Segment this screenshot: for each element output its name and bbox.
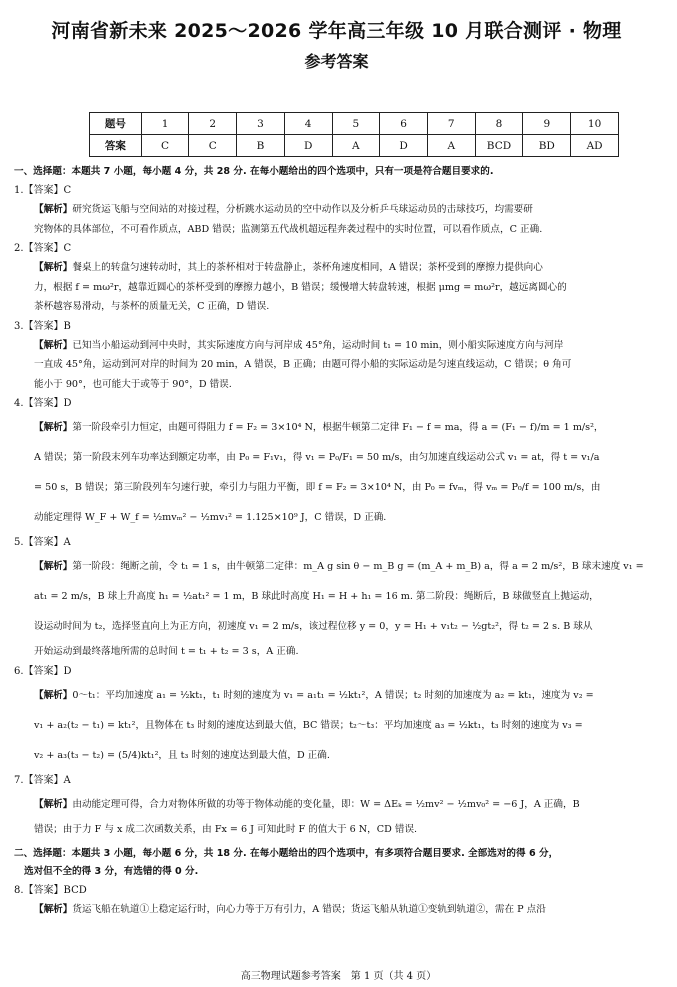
answer-cell: D (284, 135, 332, 157)
explanation-tag: 【解析】 (34, 798, 73, 810)
question-number-cell: 2 (189, 113, 237, 135)
explanation-line: v₂ + a₃(t₃ − t₂) = (5/4)kt₁²，且 t₃ 时刻的速度达到最大值，D 正确. (34, 749, 330, 761)
explanation-line: 设运动时间为 t₂，选择竖直向上为正方向，初速度 v₁ = 2 m/s，该过程位移 y = 0，y = H₁ + v₁t₂ − ½gt₂²，得 t₂ = 2 s. B 球从 (34, 621, 593, 632)
explanation-line: 货运飞船在轨道①上稳定运行时，向心力等于万有引力，A 错误；货运飞船从轨道①变轨到轨道②，需在 P 点沿 (72, 904, 546, 915)
question-number-cell: 7 (427, 113, 475, 135)
section-2-heading: 二、选择题：本题共 3 小题，每小题 6 分，共 18 分. 在每小题给出的四个选项中，有多项符合题目要求. 全部选对的得 6 分， (14, 848, 559, 859)
question-number-cell: 3 (237, 113, 285, 135)
q8-explanation (14, 900, 659, 920)
answer-cell: BCD (475, 135, 523, 157)
question-number-cell: 9 (523, 113, 571, 135)
answer-table-header-answer: 答案 (90, 135, 142, 157)
q5-explanation (14, 552, 659, 662)
explanation-line: v₁ + a₂(t₂ − t₁) = kt₁²，且物体在 t₃ 时刻的速度达到最大值，BC 错误；t₂～t₃：平均加速度 a₃ = ½kt₁，t₃ 时刻的速度为 v₃ = (34, 719, 583, 731)
explanation-line: 错误；由于力 F 与 x 成二次函数关系，由 Fx = 6 J 可知此时 F 的值大于 6 N，CD 错误. (34, 823, 418, 835)
answer-cell: BD (523, 135, 571, 157)
question-number-cell: 4 (284, 113, 332, 135)
explanation-line: 研究货运飞船与空间站的对接过程，分析跳水运动员的空中动作以及分析乒乓球运动员的击球技巧，均需要研 (72, 204, 533, 215)
explanation-line: 由动能定理可得，合力对物体所做的功等于物体动能的变化量，即：W = ΔEₖ = ½mv² − ½mv₀² = −6 J，A 正确，B (72, 798, 580, 810)
question-number-cell: 5 (332, 113, 380, 135)
answer-cell: D (380, 135, 428, 157)
explanation-tag: 【解析】 (34, 904, 73, 915)
page-footer: 高三物理试题参考答案 第 1 页（共 4 页） (240, 971, 437, 982)
q1-answer-label: 1.【答案】C (14, 185, 72, 196)
question-number-cell: 6 (380, 113, 428, 135)
q7-answer-label: 7.【答案】A (14, 774, 71, 786)
explanation-line: = 50 s，B 错误；第三阶段列车匀速行驶，牵引力与阻力平衡，即 f = F₂ = 3×10⁴ N，由 P₀ = fvₘ，得 vₘ = P₀/f = 100 m/s，由 (34, 482, 601, 493)
explanation-tag: 【解析】 (34, 204, 73, 215)
q1-explanation (14, 200, 659, 239)
explanation-line: 究物体的具体部位，不可看作质点，ABD 错误；监测第五代战机超远程奔袭过程中的实时位置，可以看作质点，C 正确. (34, 223, 543, 235)
answer-table-number-row (90, 113, 619, 135)
q4-answer-label: 4.【答案】D (14, 398, 72, 409)
q2-explanation (14, 258, 659, 317)
section-1-heading: 一、选择题：本题共 7 小题，每小题 4 分，共 28 分. 在每小题给出的四个选项中，只有一项是符合题目要求的. (14, 166, 494, 177)
explanation-line: at₁ = 2 m/s，B 球上升高度 h₁ = ½at₁² = 1 m，B 球此时高度 H₁ = H + h₁ = 16 m. 第二阶段：绳断后，B 球做竖直上抛运动， (34, 591, 599, 602)
explanation-line: 0～t₁：平均加速度 a₁ = ½kt₁，t₁ 时刻的速度为 v₁ = a₁t₁ = ½kt₁²，A 错误；t₂ 时刻的加速度为 a₂ = kt₁，速度为 v₂ = (72, 689, 594, 701)
answer-table-header-number: 题号 (90, 113, 142, 135)
explanation-tag: 【解析】 (34, 422, 73, 433)
explanation-line: 动能定理得 W_F + W_f = ½mvₘ² − ½mv₁² = 1.125×10⁹ J，C 错误，D 正确. (34, 512, 387, 523)
explanation-line: 茶杯越容易滑动，与茶杯的质量无关，C 正确，D 错误. (34, 301, 270, 312)
explanation-line: 第一阶段牵引力恒定，由题可得阻力 f = F₂ = 3×10⁴ N，根据牛顿第二定律 F₁ − f = ma，得 a = (F₁ − f)/m = 1 m/s²， (72, 422, 604, 433)
answer-cell: A (332, 135, 380, 157)
q2-answer-label: 2.【答案】C (14, 243, 72, 254)
question-number-cell: 10 (571, 113, 619, 135)
answer-table (89, 112, 619, 157)
page-subtitle: 参考答案 (304, 52, 369, 71)
answer-cell: C (189, 135, 237, 157)
explanation-tag: 【解析】 (34, 689, 73, 701)
explanation-line: 餐桌上的转盘匀速转动时，其上的茶杯相对于转盘静止，茶杯角速度相同，A 错误；茶杯受到的摩擦力提供向心 (72, 262, 543, 273)
q7-explanation (14, 790, 659, 840)
explanation-line: 第一阶段：绳断之前，令 t₁ = 1 s，由牛顿第二定律：m_A g sin θ − m_B g = (m_A + m_B) a，得 a = 2 m/s²，B 球末速度 v₁ = (72, 561, 644, 572)
explanation-line: 力，根据 f = mω²r，越靠近圆心的茶杯受到的摩擦力越小，B 错误；缓慢增大转盘转速，根据 μmg = mω²r，越远离圆心的 (34, 281, 567, 293)
section-2-heading-continued: 选对但不全的得 3 分，有选错的得 0 分. (24, 866, 199, 877)
q8-answer-label: 8.【答案】BCD (14, 885, 87, 896)
explanation-line: 能小于 90°，也可能大于或等于 90°，D 错误. (34, 378, 232, 390)
q3-explanation (14, 336, 659, 395)
explanation-line: 已知当小船运动到河中央时，其实际速度方向与河岸成 45°角，运动时间 t₁ = 10 min，则小船实际速度方向与河岸 (72, 339, 564, 351)
page-title: 河南省新未来 2025～2026 学年高三年级 10 月联合测评 · 物理 (51, 20, 622, 42)
explanation-tag: 【解析】 (34, 262, 73, 273)
q3-answer-label: 3.【答案】B (14, 320, 71, 332)
answer-table-answer-row (90, 135, 619, 157)
explanation-line: A 错误；第一阶段末列车功率达到额定功率，由 P₀ = F₁v₁，得 v₁ = P₀/F₁ = 50 m/s，由匀加速直线运动公式 v₁ = at，得 t = v₁/a (34, 452, 600, 463)
explanation-tag: 【解析】 (34, 561, 73, 572)
answer-cell: B (237, 135, 285, 157)
question-number-cell: 8 (475, 113, 523, 135)
explanation-line: 一直成 45°角，运动到河对岸的时间为 20 min，A 错误，B 正确；由题可得小船的实际运动是匀速直线运动，C 错误；θ 角可 (34, 359, 572, 370)
question-number-cell: 1 (141, 113, 189, 135)
q4-explanation (14, 413, 659, 533)
q5-answer-label: 5.【答案】A (14, 537, 71, 548)
explanation-line: 开始运动到最终落地所需的总时间 t = t₁ + t₂ = 3 s，A 正确. (34, 646, 299, 657)
answer-cell: C (141, 135, 189, 157)
answer-cell: AD (571, 135, 619, 157)
q6-answer-label: 6.【答案】D (14, 665, 72, 677)
q6-explanation (14, 681, 659, 771)
answer-cell: A (427, 135, 475, 157)
explanation-tag: 【解析】 (34, 339, 73, 351)
